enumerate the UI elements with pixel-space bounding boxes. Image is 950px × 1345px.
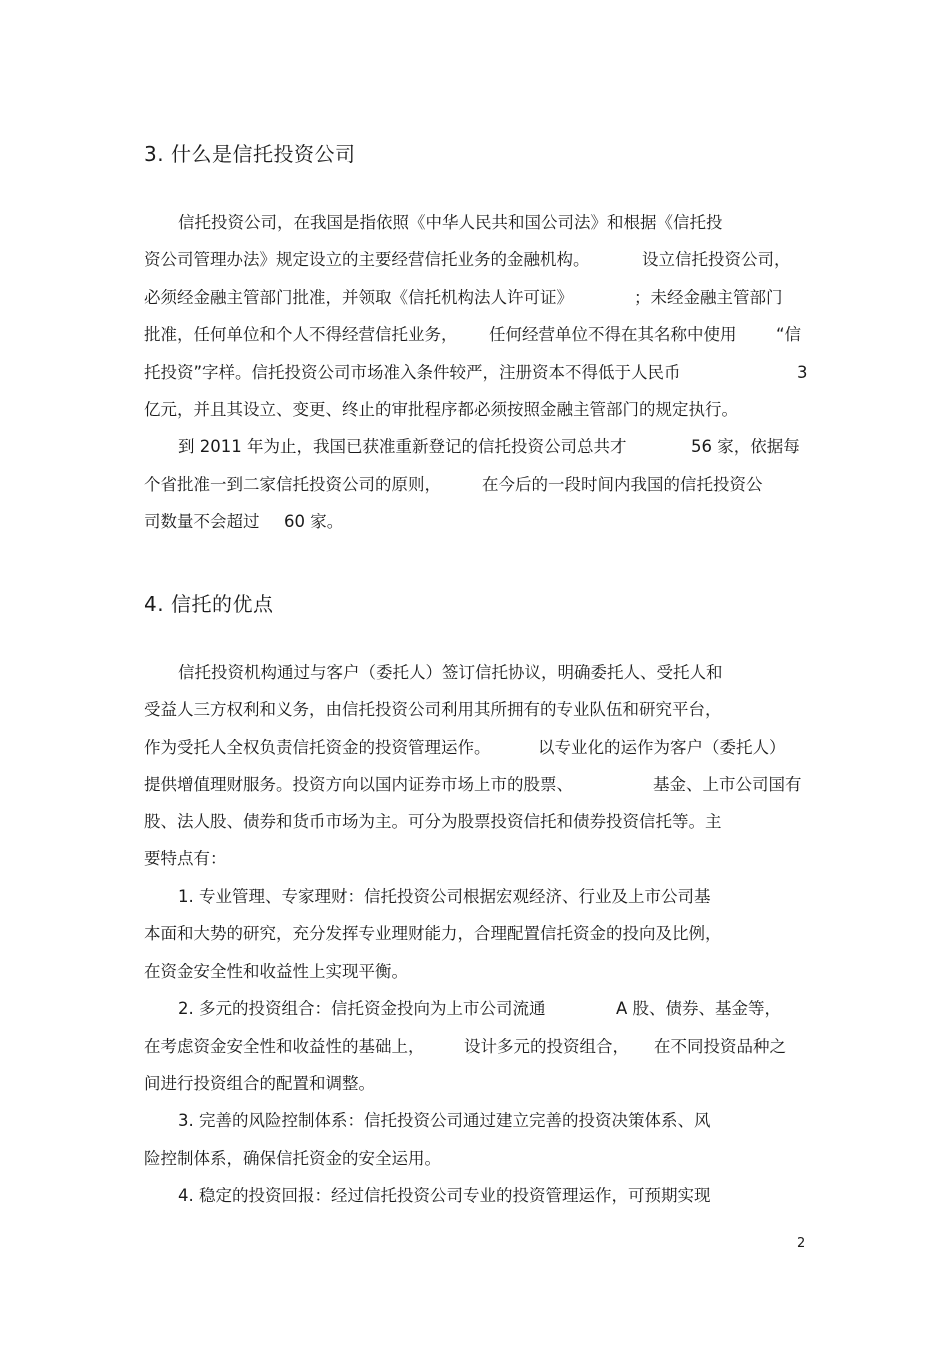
list-item-line: 在考虑资金安全性和收益性的基础上， — [144, 1037, 425, 1056]
paragraph-line: 提供增值理财服务。投资方向以国内证券市场上市的股票、 — [144, 775, 573, 794]
paragraph-line: ；未经金融主管部门 — [634, 288, 783, 307]
paragraph-line: 以专业化的运作为客户（委托人） — [538, 738, 786, 757]
list-item-line: 险控制体系，确保信托资金的安全运用。 — [144, 1149, 441, 1168]
section-4-heading: 4. 信托的优点 — [144, 592, 274, 616]
list-item-line: 在不同投资品种之 — [654, 1037, 786, 1056]
paragraph-line: “信 — [776, 325, 802, 344]
paragraph-line: 批准，任何单位和个人不得经营信托业务， — [144, 325, 458, 344]
paragraph-line: 作为受托人全权负责信托资金的投资管理运作。 — [144, 738, 491, 757]
paragraph-line: 设立信托投资公司， — [642, 250, 791, 269]
list-item-line: 1. 专业管理、专家理财：信托投资公司根据宏观经济、行业及上市公司基 — [178, 887, 711, 906]
section-3-heading: 3. 什么是信托投资公司 — [144, 142, 356, 166]
paragraph-line: 资公司管理办法》规定设立的主要经营信托业务的金融机构。 — [144, 250, 590, 269]
paragraph-line: 个省批准一到二家信托投资公司的原则， — [144, 475, 441, 494]
list-item-line: 3. 完善的风险控制体系：信托投资公司通过建立完善的投资决策体系、风 — [178, 1111, 711, 1130]
paragraph-line: 亿元，并且其设立、变更、终止的审批程序都必须按照金融主管部门的规定执行。 — [144, 400, 738, 419]
paragraph-line: 在今后的一段时间内我国的信托投资公 — [482, 475, 763, 494]
list-item-line: 本面和大势的研究，充分发挥专业理财能力，合理配置信托资金的投向及比例， — [144, 924, 722, 943]
list-item-line: 2. 多元的投资组合：信托资金投向为上市公司流通 — [178, 999, 546, 1018]
paragraph-line: 托投资”字样。信托投资公司市场准入条件较严，注册资本不得低于人民币 — [144, 363, 681, 382]
paragraph-line: 信托投资机构通过与客户（委托人）签订信托协议，明确委托人、受托人和 — [178, 663, 723, 682]
list-item-line: 4. 稳定的投资回报：经过信托投资公司专业的投资管理运作，可预期实现 — [178, 1186, 711, 1205]
paragraph-line: 3 — [797, 363, 808, 382]
paragraph-line: 任何经营单位不得在其名称中使用 — [489, 325, 737, 344]
paragraph-line: 必须经金融主管部门批准，并领取《信托机构法人许可证》 — [144, 288, 573, 307]
list-item-line: 设计多元的投资组合， — [464, 1037, 629, 1056]
paragraph-line: 受益人三方权利和义务，由信托投资公司利用其所拥有的专业队伍和研究平台， — [144, 700, 722, 719]
paragraph-line: 56 家，依据每 — [691, 437, 800, 456]
list-item-line: 在资金安全性和收益性上实现平衡。 — [144, 962, 408, 981]
list-item-line: 间进行投资组合的配置和调整。 — [144, 1074, 375, 1093]
paragraph-line: 司数量不会超过 — [144, 512, 260, 531]
paragraph-line: 到 2011 年为止，我国已获准重新登记的信托投资公司总共才 — [178, 437, 627, 456]
page-number: 2 — [797, 1236, 806, 1251]
paragraph-line: 基金、上市公司国有 — [653, 775, 802, 794]
paragraph-line: 60 家。 — [284, 512, 344, 531]
paragraph-line: 股、法人股、债券和货币市场为主。可分为股票投资信托和债券投资信托等。主 — [144, 812, 722, 831]
paragraph-line: 要特点有： — [144, 849, 227, 868]
list-item-line: A 股、债券、基金等， — [616, 999, 782, 1018]
paragraph-line: 信托投资公司，在我国是指依照《中华人民共和国公司法》和根据《信托投 — [178, 213, 723, 232]
